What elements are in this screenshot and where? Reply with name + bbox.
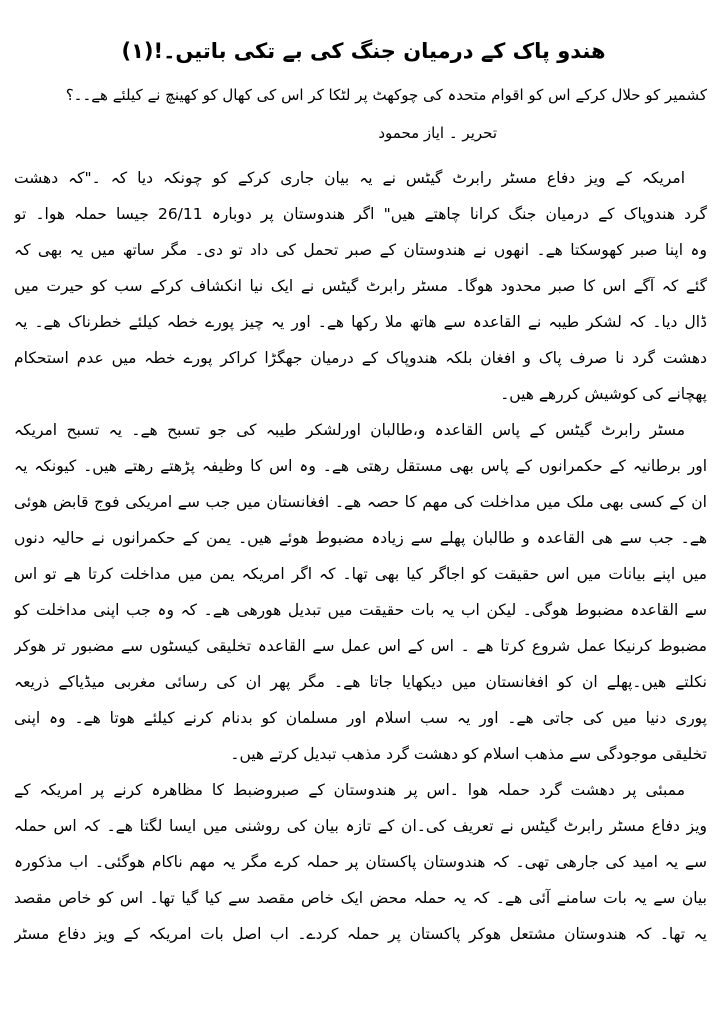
text-line: میں اپنے بیانات میں اس حقیقت کو اجاگر کیا بھی تھا۔ کہ اگر امریکہ یمن میں مداخلت کرتا ھے تو اس (14, 565, 707, 583)
text-line: ڈال دیا۔ کہ لشکر طیبہ نے القاعدہ سے ھاتھ ملا رکھا ھے۔ اور یہ چیز پورے خطہ کیلئے خطرناک ھے۔ یہ (14, 313, 707, 331)
text-line: ویز دفاع مسٹر رابرٹ گیٹس نے تعریف کی۔ان کے تازہ بیان کی روشنی میں ایسا لگتا ھے۔ کہ اس حملہ (14, 817, 707, 835)
text-line: پوری دنیا میں کی جاتی ھے۔ اور یہ سب اسلام اور مسلمان کو بدنام کرنے کیلئے ھوتا ھے۔ وہ اپنی (14, 709, 707, 727)
text-line: نکلتے ھیں۔پھلے ان کو افغانستان میں دیکھایا جاتا ھے۔ مگر پھر ان کی رسائی مغربی میڈیاکے ذریعہ (14, 673, 707, 691)
text-line: یہ تھا۔ کہ ھندوستان مشتعل ھوکر پاکستان پر حملہ کردے۔ اب اصل بات امریکہ کے ویز دفاع مسٹر (14, 925, 707, 943)
text-line: پھچانے کی کوشیش کررھے ھیں۔ (500, 385, 707, 403)
text-line: بیان سے یہ بات سامنے آئی ھے۔ کہ یہ حملہ محض ایک خاص مقصد سے کیا گیا تھا۔ اس کو خاص مقصد (14, 889, 707, 907)
text-line: مسٹر رابرٹ گیٹس کے پاس القاعدہ و،طالبان اورلشکر طیبہ کی جو تسبح ھے۔ یہ تسبح امریکہ (14, 421, 685, 439)
text-line: وہ اپنا صبر کھوسکتا ھے۔ انھوں نے ھندوستان کے صبر تحمل کی داد تو دی۔ مگر ساتھ میں یہ بھی کہ (14, 241, 707, 259)
text-line: ان کے کسی بھی ملک میں مداخلت کی مھم کا حصہ ھے۔ افغانستان میں جب سے امریکی فوج قابض ھوئی (14, 493, 707, 511)
text-line: ھے۔ جب سے ھی القاعدہ و طالبان پھلے سے زیادہ مضبوط ھوئے ھیں۔ یمن کے حکمرانوں نے حالیہ دنوں (14, 529, 707, 547)
text-line: گرد ھندوپاک کے درمیان جنگ کرانا چاھتے ھیں" اگر ھندوستان پر دوبارہ 26/11 جیسا حملہ ھوا۔ تو (14, 205, 707, 223)
text-line: سے یہ امید کی جارھی تھی۔ کہ ھندوستان پاکستان پر حملہ کرے مگر یہ مھم ناکام ھوگئی۔ اب مذکورہ (14, 853, 707, 871)
text-line: تخلیقی موجودگی سے مذھب اسلام کو دھشت گرد مذھب تبدیل کرتے ھیں۔ (230, 745, 707, 763)
text-line: سے القاعدہ مضبوط ھوگی۔ لیکن اب یہ بات حقیقت میں تبدیل ھورھی ھے۔ کہ وہ جب اپنی مداخلت کو (14, 601, 707, 619)
text-line: امریکہ کے ویز دفاع مسٹر رابرٹ گیٹس نے یہ بیان جاری کرکے کو چونکہ دیا کہ ۔"کہ دھشت (14, 169, 685, 187)
article-subtitle: کشمیر کو حلال کرکے اس کو اقوام متحدہ کی چوکھٹ پر لٹکا کر اس کی کھال کو کھینچ نے کیلئے ھے۔۔؟ (65, 86, 707, 104)
text-line: دھشت گرد نا صرف پاک و افغان بلکہ ھندوپاک کے درمیان جھگڑا کراکر پورے خطہ میں عدم استحکام (14, 349, 707, 367)
text-line: مضبوط کرنیکا عمل شروع کرتا ھے ۔ اس کے اس عمل سے القاعدہ تخلیقی کیسٹوں سے مضبور تر ھوکر (14, 637, 707, 655)
article-byline: تحریر ۔ ایاز محمود (378, 124, 497, 142)
text-line: ممبئی پر دھشت گرد حملہ ھوا ۔اس پر ھندوستان کے صبروضبط کا مظاھرہ کرنے پر امریکہ کے (14, 781, 685, 799)
text-line: اور برطانیہ کے حکمرانوں کے پاس بھی مستقل رھتی ھے۔ وہ اس کا وظیفہ پڑھتے رھتے ھیں۔ کیونکہ یہ (14, 457, 707, 475)
article-title: ھندو پاک کے درمیان جنگ کی بے تکی باتیں۔!(۱) (121, 39, 606, 63)
text-line: گئے کہ آگے اس کا صبر محدود ھوگا۔ مسٹر رابرٹ گیٹس نے ایک نیا انکشاف کرکے سب کو حیرت میں (14, 277, 707, 295)
article-body (14, 160, 707, 952)
